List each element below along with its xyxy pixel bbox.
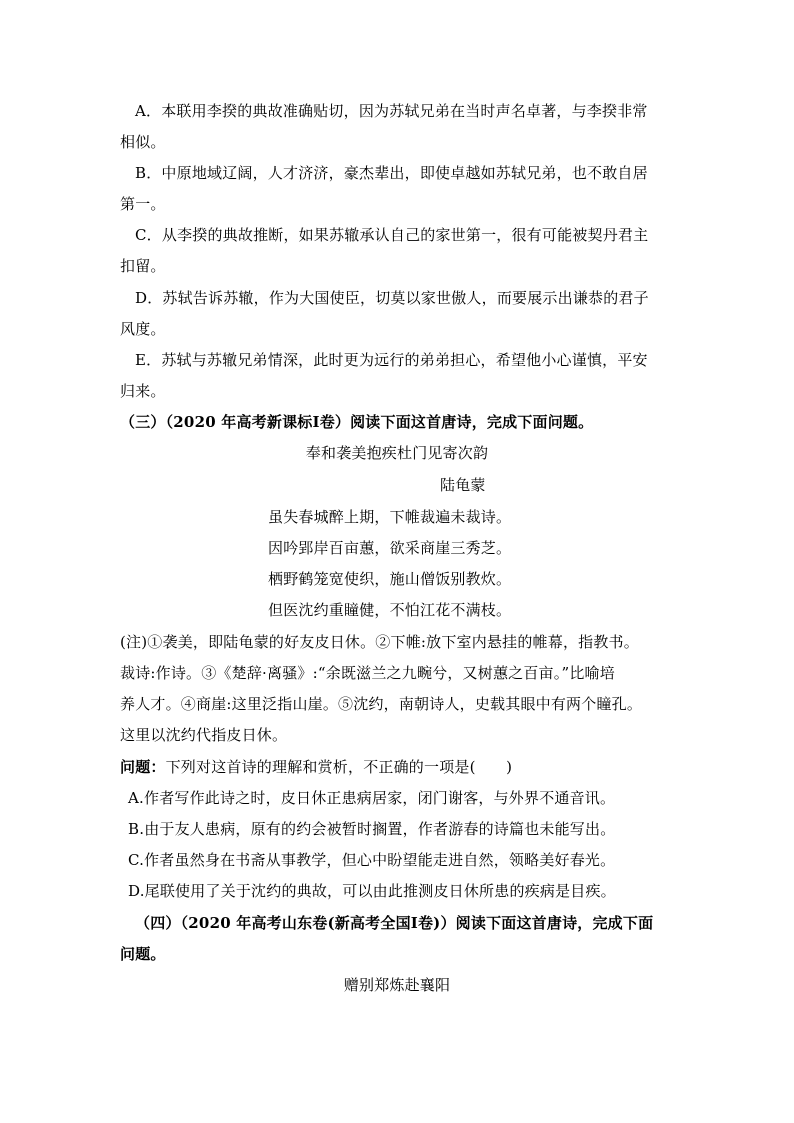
question-label: 问题： — [120, 758, 166, 776]
answer-option-d: D.尾联使用了关于沈约的典故，可以由此推测皮日休所患的疾病是目疾。 — [128, 882, 616, 900]
section4-poem-title: 赠别郑炼赴襄阳 — [343, 976, 451, 994]
option-d-line2: 风度。 — [120, 320, 166, 338]
poem-line: 虽失春城醉上期，下帷裁遍未裁诗。 — [268, 508, 512, 526]
poem-author: 陆龟蒙 — [440, 476, 486, 494]
answer-option-a: A.作者写作此诗之时，皮日休正患病居家，闭门谢客，与外界不通音讯。 — [128, 789, 616, 807]
section3-header: （三）（2020 年高考新课标Ⅰ卷）阅读下面这首唐诗，完成下面问题。 — [120, 413, 594, 431]
option-a-line1: A．本联用李揆的典故准确贴切，因为苏轼兄弟在当时声名卓著，与李揆非常 — [135, 102, 648, 120]
note-line: 养人才。④商崖:这里泛指山崖。⑤沈约，南朝诗人，史载其眼中有两个瞳孔。 — [120, 695, 643, 713]
poem-line: 因吟郢岸百亩蕙，欲采商崖三秀芝。 — [268, 539, 512, 557]
poem-line: 但医沈约重瞳健，不怕江花不满枝。 — [268, 601, 512, 619]
option-e-line1: E．苏轼与苏辙兄弟情深，此时更为远行的弟弟担心，希望他小心谨慎，平安 — [135, 351, 648, 369]
poem-title: 奉和袭美抱疾杜门见寄次韵 — [305, 444, 489, 462]
answer-option-c: C.作者虽然身在书斋从事教学，但心中盼望能走进自然，领略美好春光。 — [128, 851, 616, 869]
question — [120, 757, 680, 777]
note-line: 裁诗:作诗。③《楚辞·离骚》:“余既滋兰之九畹兮，又树蕙之百亩。”比喻培 — [120, 664, 615, 682]
section4-header-line2: 问题。 — [120, 945, 166, 963]
poem-line: 栖野鹤笼宽使织，施山僧饭别教炊。 — [268, 570, 512, 588]
answer-option-b: B.由于友人患病，原有的约会被暂时搁置，作者游春的诗篇也未能写出。 — [128, 820, 616, 838]
option-b-line1: B．中原地域辽阔，人才济济，豪杰辈出，即使卓越如苏轼兄弟，也不敢自居 — [135, 164, 648, 182]
option-d-line1: D．苏轼告诉苏辙，作为大国使臣，切莫以家世傲人，而要展示出谦恭的君子 — [135, 289, 649, 307]
note-line: 这里以沈约代指皮日休。 — [120, 726, 288, 744]
option-c-line1: C．从李揆的典故推断，如果苏辙承认自己的家世第一，很有可能被契丹君主 — [135, 226, 649, 244]
option-a-line2: 相似。 — [120, 133, 166, 151]
option-b-line2: 第一。 — [120, 195, 166, 213]
option-e-line2: 归来。 — [120, 382, 166, 400]
section4-header-line1: （四）（2020 年高考山东卷(新高考全国Ⅰ卷)）阅读下面这首唐诗，完成下面 — [135, 914, 654, 932]
note-line: (注)①袭美，即陆龟蒙的好友皮日休。②下帷:放下室内悬挂的帷幕，指教书。 — [120, 633, 639, 651]
option-c-line2: 扣留。 — [120, 257, 166, 275]
question-text: 下列对这首诗的理解和赏析，不正确的一项是( ) — [165, 758, 513, 776]
